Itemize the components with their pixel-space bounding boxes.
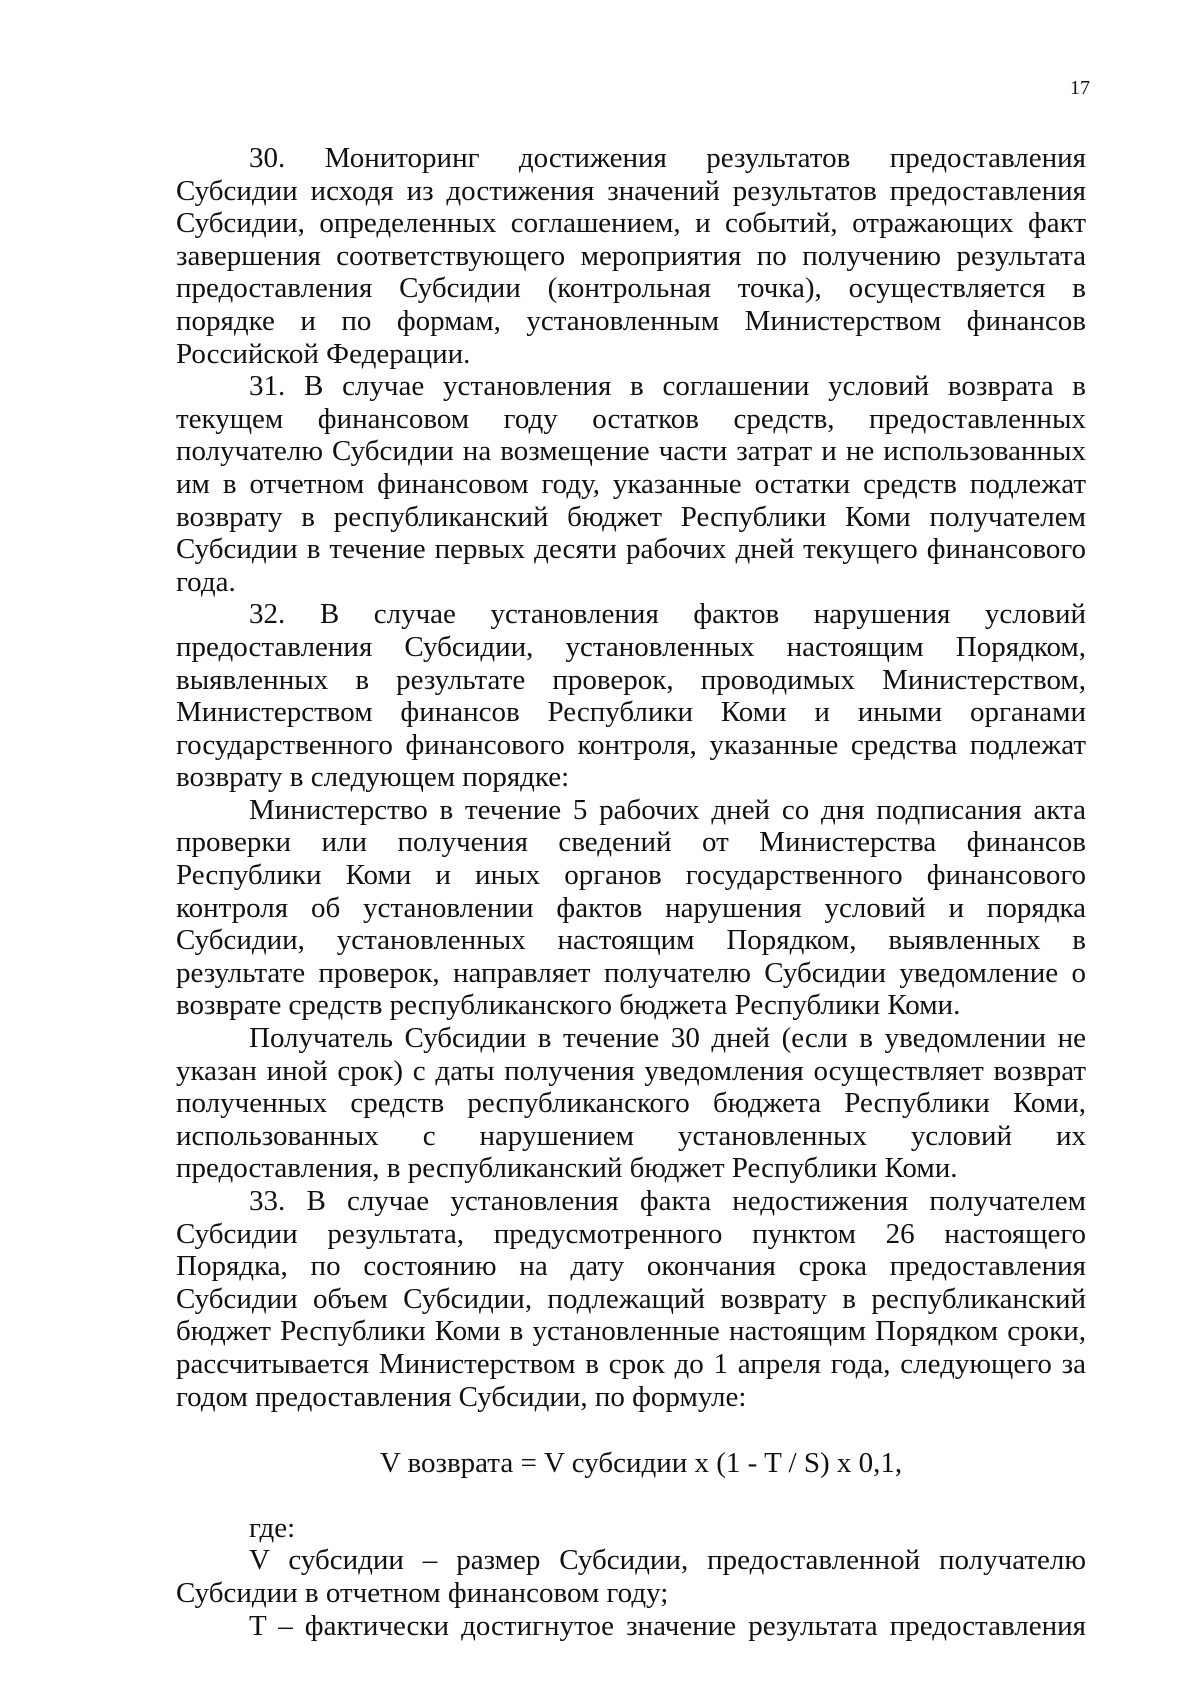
paragraph-33: 33. В случае установления факта недостижения получателем Субсидии результата, предусмотренного пунктом 26 настоящего Порядка, по состоянию на дату окончания срока предоставления Субсидии объем Субсидии, подлежащий возврату в республиканский бюджет Республики Коми в установленные настоящим Порядком сроки, рассчитывается Министерством в срок до 1 апреля года, следующего за годом предоставления Субсидии, по формуле: (176, 1185, 1086, 1413)
definition-v-subsidy: V субсидии – размер Субсидии, предоставленной получателю Субсидии в отчетном финансовом году; (176, 1544, 1086, 1609)
paragraph-30: 30. Мониторинг достижения результатов предоставления Субсидии исходя из достижения значений результатов предоставления Субсидии, определенных соглашением, и событий, отражающих факт завершения соответствующего мероприятия по получению результата предоставления Субсидии (контрольная точка), осуществляется в порядке и по формам, установленным Министерством финансов Российской Федерации. (176, 142, 1086, 370)
document-body (176, 142, 1086, 1642)
where-label: где: (249, 1511, 296, 1544)
paragraph-ministry-notice: Министерство в течение 5 рабочих дней со дня подписания акта проверки или получения сведений от Министерства финансов Республики Коми и иных органов государственного финансового контроля об установлении фактов нарушения условий и порядка Субсидии, установленных настоящим Порядком, выявленных в результате проверок, направляет получателю Субсидии уведомление о возврате средств республиканского бюджета Республики Коми. (176, 793, 1086, 1022)
refund-formula: V возврата = V субсидии x (1 - T / S) x 0,1, (379, 1447, 903, 1480)
paragraph-31: 31. В случае установления в соглашении условий возврата в текущем финансовом году остатков средств, предоставленных получателю Субсидии на возмещение части затрат и не использованных им в отчетном финансовом году, указанные остатки средств подлежат возврату в республиканский бюджет Республики Коми получателем Субсидии в течение первых десяти рабочих дней текущего финансового года. (176, 370, 1086, 598)
paragraph-32: 32. В случае установления фактов нарушения условий предоставления Субсидии, установленных настоящим Порядком, выявленных в результате проверок, проводимых Министерством, Министерством финансов Республики Коми и иными органами государственного финансового контроля, указанные средства подлежат возврату в следующем порядке: (176, 598, 1086, 794)
paragraph-recipient-refund: Получатель Субсидии в течение 30 дней (если в уведомлении не указан иной срок) с даты получения уведомления осуществляет возврат полученных средств республиканского бюджета Республики Коми, использованных с нарушением установленных условий их предоставления, в республиканский бюджет Республики Коми. (176, 1022, 1086, 1185)
definition-t: T – фактически достигнутое значение результата предоставления (249, 1609, 1086, 1642)
page-number: 17 (1070, 77, 1090, 99)
